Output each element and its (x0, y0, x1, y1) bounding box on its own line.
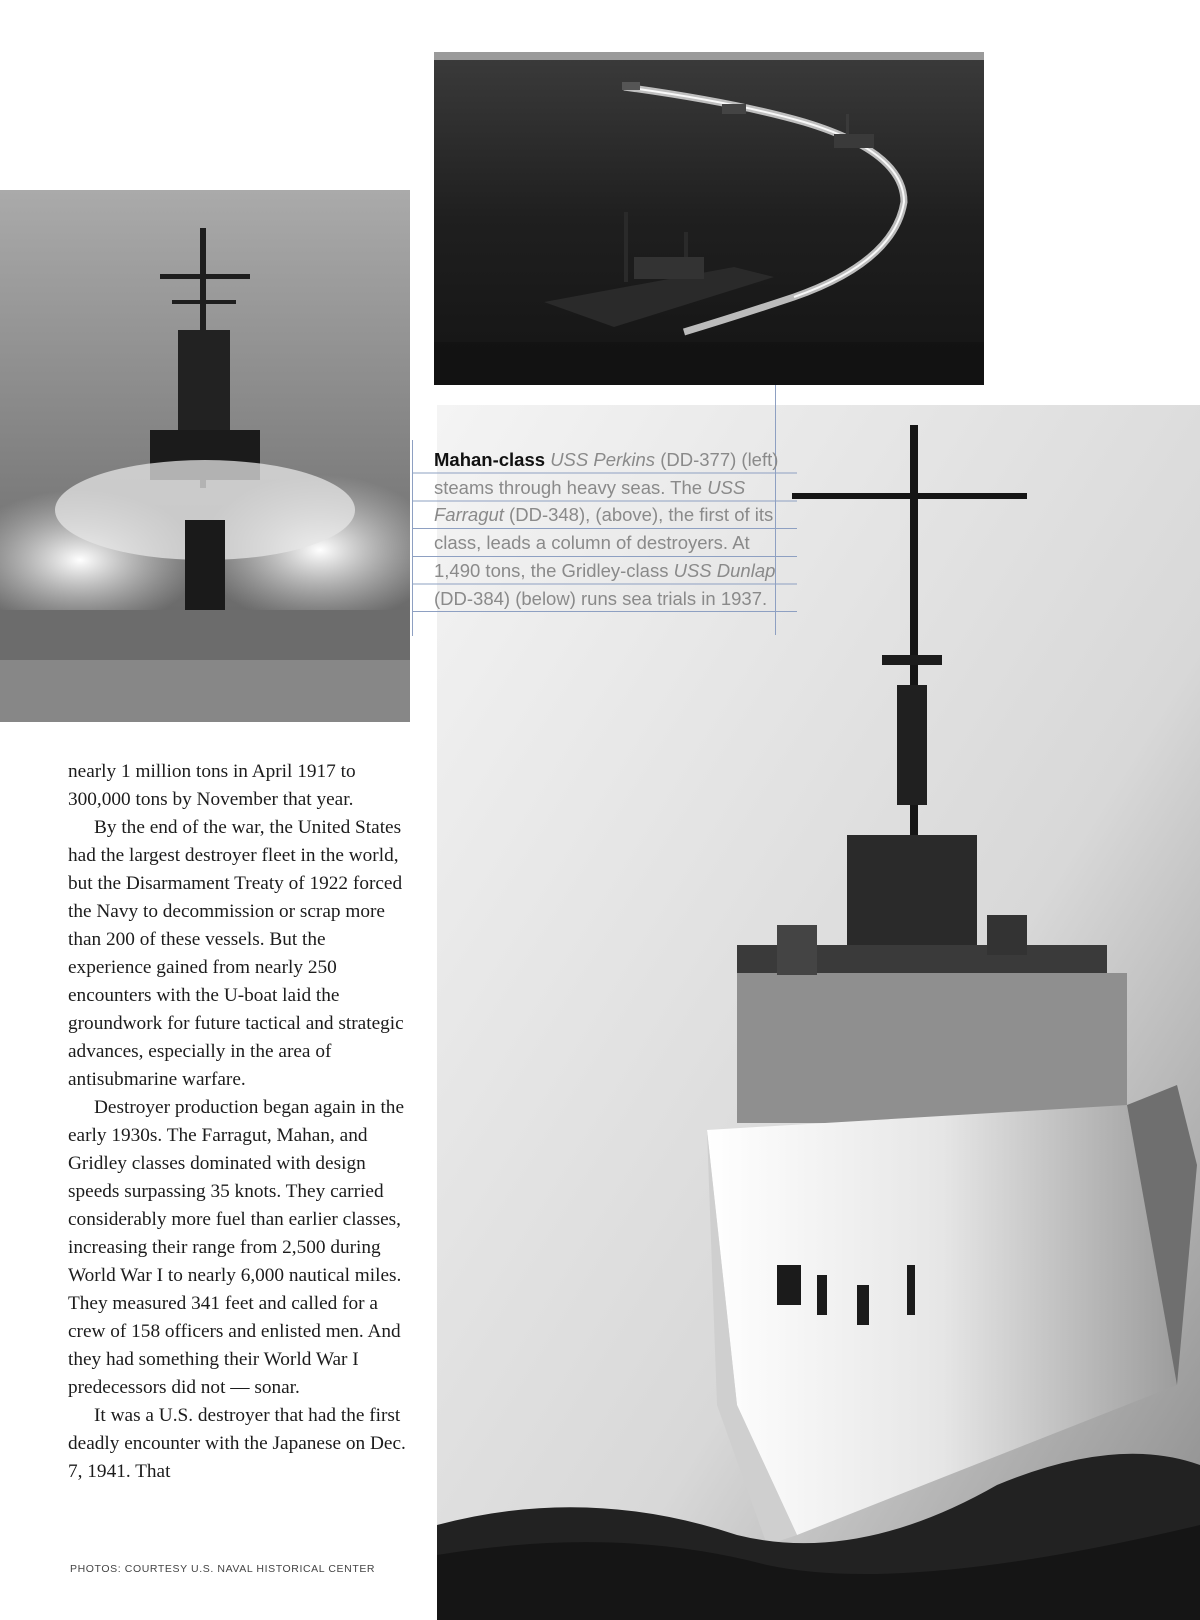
photo-perkins-graphic (0, 190, 410, 722)
article-paragraph-4: It was a U.S. destroyer that had the first deadly encounter with the Japanese on Dec. 7, 1941. That (68, 1405, 406, 1482)
caption-ship-perkins: USS Perkins (550, 449, 656, 470)
caption-text-1: (DD-377) (left) steams through heavy seas. The (434, 449, 779, 498)
article-paragraph-3: Destroyer production began again in the early 1930s. The Farragut, Mahan, and Gridley classes dominated with design speeds surpassing 35 knots. They carried considerably more fuel than earlier classes, increasing their range from 2,500 during World War I to nearly 6,000 nautical miles. They measured 341 feet and called for a crew of 158 officers and enlisted men. And they had something their World War I predecessors did not — sonar. (68, 1097, 405, 1398)
article-paragraph-1: nearly 1 million tons in April 1917 to 300,000 tons by November that year. (68, 761, 356, 810)
caption-lead: Mahan-class (434, 449, 546, 470)
caption-ship-dunlap: USS Dunlap (673, 559, 776, 581)
photo-perkins-heavy-seas (0, 190, 410, 722)
photo-farragut-column (434, 52, 984, 385)
photo-credit: PHOTOS: COURTESY U.S. NAVAL HISTORICAL CENTER (70, 1563, 376, 1575)
photo-farragut-graphic (434, 52, 984, 385)
caption-text-3: (DD-384) (below) runs sea trials in 1937. (434, 587, 768, 609)
photo-caption (412, 446, 797, 612)
caption-ship-farragut: USS Farragut (434, 476, 746, 526)
article-body (68, 758, 410, 1486)
caption-text-2: (DD-348), (above), the first of its class, leads a column of destroyers. At 1,490 tons, the Gridley-class (434, 504, 774, 581)
article-paragraph-2: By the end of the war, the United States had the largest destroyer fleet in the world, but the Disarmament Treaty of 1922 forced the Navy to decommission or scrap more than 200 of these vessels. But the experience gained from nearly 250 encounters with the U-boat laid the groundwork for future tactical and strategic advances, especially in the area of antisubmarine warfare. (68, 817, 404, 1090)
